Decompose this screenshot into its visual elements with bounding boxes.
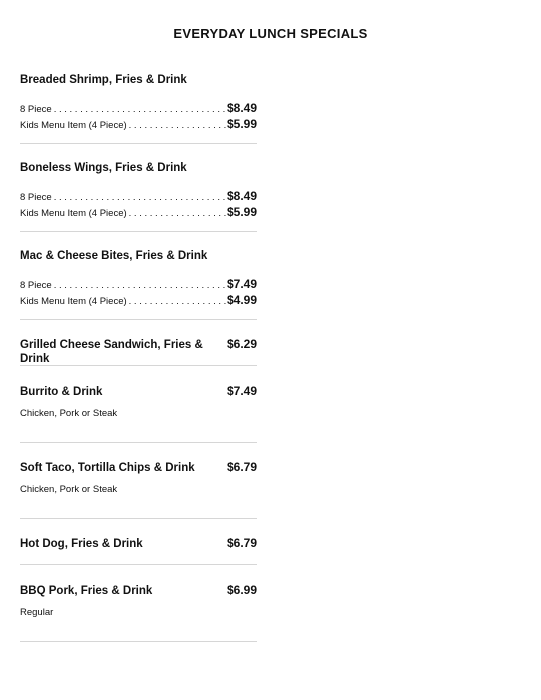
option-row — [20, 189, 257, 205]
section-header — [20, 460, 257, 475]
section-header — [20, 384, 257, 399]
dot-leader — [54, 103, 226, 117]
section-price: $6.79 — [226, 536, 257, 550]
menu-section-burrito — [20, 384, 257, 443]
section-price: $6.29 — [226, 337, 257, 351]
section-name: Hot Dog, Fries & Drink — [20, 538, 143, 550]
section-note: Regular — [20, 607, 54, 618]
section-price: $7.49 — [226, 384, 257, 398]
option-label: 8 Piece — [20, 280, 52, 291]
menu-section-breaded-shrimp — [20, 73, 257, 144]
section-name: Burrito & Drink — [20, 386, 103, 398]
menu-list — [20, 73, 257, 659]
section-name: Soft Taco, Tortilla Chips & Drink — [20, 462, 195, 474]
option-list — [20, 277, 257, 309]
section-header — [20, 583, 257, 598]
menu-section-hot-dog — [20, 536, 257, 565]
section-name: Boneless Wings, Fries & Drink — [20, 162, 187, 174]
section-header — [20, 536, 257, 551]
menu-section-bbq-pork — [20, 583, 257, 642]
section-name: Mac & Cheese Bites, Fries & Drink — [20, 250, 208, 262]
option-price: $4.99 — [226, 293, 257, 307]
option-price: $5.99 — [226, 205, 257, 219]
page-title: EVERYDAY LUNCH SPECIALS — [173, 26, 368, 41]
section-header — [20, 161, 257, 175]
dot-leader — [129, 295, 226, 309]
section-header — [20, 249, 257, 263]
option-label: 8 Piece — [20, 192, 52, 203]
section-name: Breaded Shrimp, Fries & Drink — [20, 74, 187, 86]
section-name: BBQ Pork, Fries & Drink — [20, 585, 153, 597]
dot-leader — [129, 207, 226, 221]
section-header — [20, 73, 257, 87]
option-label: Kids Menu Item (4 Piece) — [20, 208, 127, 219]
option-list — [20, 189, 257, 221]
option-price: $8.49 — [226, 189, 257, 203]
section-price: $6.79 — [226, 460, 257, 474]
section-header — [20, 337, 257, 366]
option-label: 8 Piece — [20, 104, 52, 115]
menu-section-mac-cheese-bites — [20, 249, 257, 320]
option-price: $7.49 — [226, 277, 257, 291]
section-price: $6.99 — [226, 583, 257, 597]
option-row — [20, 101, 257, 117]
option-price: $5.99 — [226, 117, 257, 131]
section-note: Chicken, Pork or Steak — [20, 484, 118, 495]
dot-leader — [54, 191, 226, 205]
menu-section-grilled-cheese — [20, 337, 257, 366]
option-row — [20, 277, 257, 293]
option-row — [20, 117, 257, 133]
option-row — [20, 205, 257, 221]
option-label: Kids Menu Item (4 Piece) — [20, 120, 127, 131]
section-name: Grilled Cheese Sandwich, Fries & Drink — [20, 339, 203, 365]
option-label: Kids Menu Item (4 Piece) — [20, 296, 127, 307]
menu-section-boneless-wings — [20, 161, 257, 232]
dot-leader — [54, 279, 226, 293]
dot-leader — [129, 119, 226, 133]
menu-section-soft-taco — [20, 460, 257, 519]
option-price: $8.49 — [226, 101, 257, 115]
option-list — [20, 101, 257, 133]
section-note: Chicken, Pork or Steak — [20, 408, 118, 419]
option-row — [20, 293, 257, 309]
